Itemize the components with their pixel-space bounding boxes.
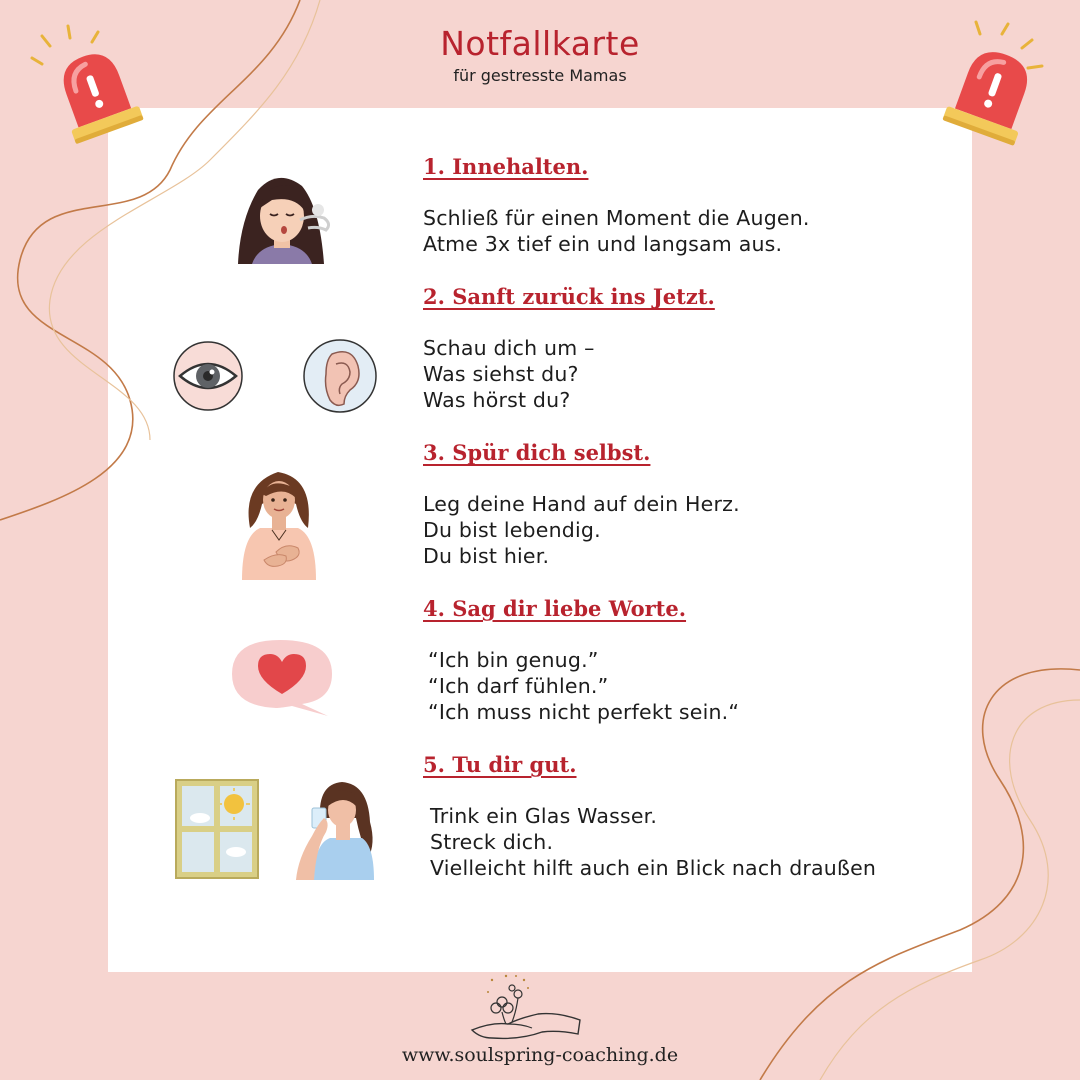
step-5-line-1: Trink ein Glas Wasser. (430, 804, 658, 828)
hand-with-flowers-logo (462, 972, 584, 1044)
step-3-line-1: Leg deine Hand auf dein Herz. (423, 492, 740, 516)
woman-drinking-water-icon (290, 778, 380, 880)
siren-left-icon (28, 24, 158, 154)
step-2-title: 2. Sanft zurück ins Jetzt. (423, 284, 715, 309)
step-1-title: 1. Innehalten. (423, 154, 589, 179)
eye-icon (172, 340, 244, 412)
footer-website-url: www.soulspring-coaching.de (401, 1044, 679, 1066)
step-2-line-1: Schau dich um – (423, 336, 595, 360)
step-4-line-3: “Ich muss nicht perfekt sein.“ (428, 700, 740, 724)
step-5-line-3: Vielleicht hilft auch ein Blick nach draußen (430, 856, 877, 880)
step-3-line-3: Du bist hier. (423, 544, 550, 568)
step-3-title: 3. Spür dich selbst. (423, 440, 651, 465)
step-4-title: 4. Sag dir liebe Worte. (423, 596, 687, 621)
woman-hand-on-heart-icon (236, 464, 322, 582)
step-1-line-1: Schließ für einen Moment die Augen. (423, 206, 810, 230)
page-subtitle: für gestresste Mamas (453, 66, 627, 85)
heart-speech-bubble-icon (228, 636, 338, 720)
step-2-line-2: Was siehst du? (423, 362, 579, 386)
woman-breathing-icon (228, 168, 338, 266)
step-3-line-2: Du bist lebendig. (423, 518, 601, 542)
page-title: Notfallkarte (440, 24, 640, 63)
step-5-line-2: Streck dich. (430, 830, 554, 854)
step-1-line-2: Atme 3x tief ein und langsam aus. (423, 232, 783, 256)
siren-right-icon (920, 20, 1060, 160)
step-2-line-3: Was hörst du? (423, 388, 571, 412)
step-5-title: 5. Tu dir gut. (423, 752, 577, 777)
ear-icon (302, 338, 378, 414)
step-4-line-2: “Ich darf fühlen.” (428, 674, 609, 698)
sunny-window-icon (174, 778, 260, 880)
step-4-line-1: “Ich bin genug.” (428, 648, 599, 672)
